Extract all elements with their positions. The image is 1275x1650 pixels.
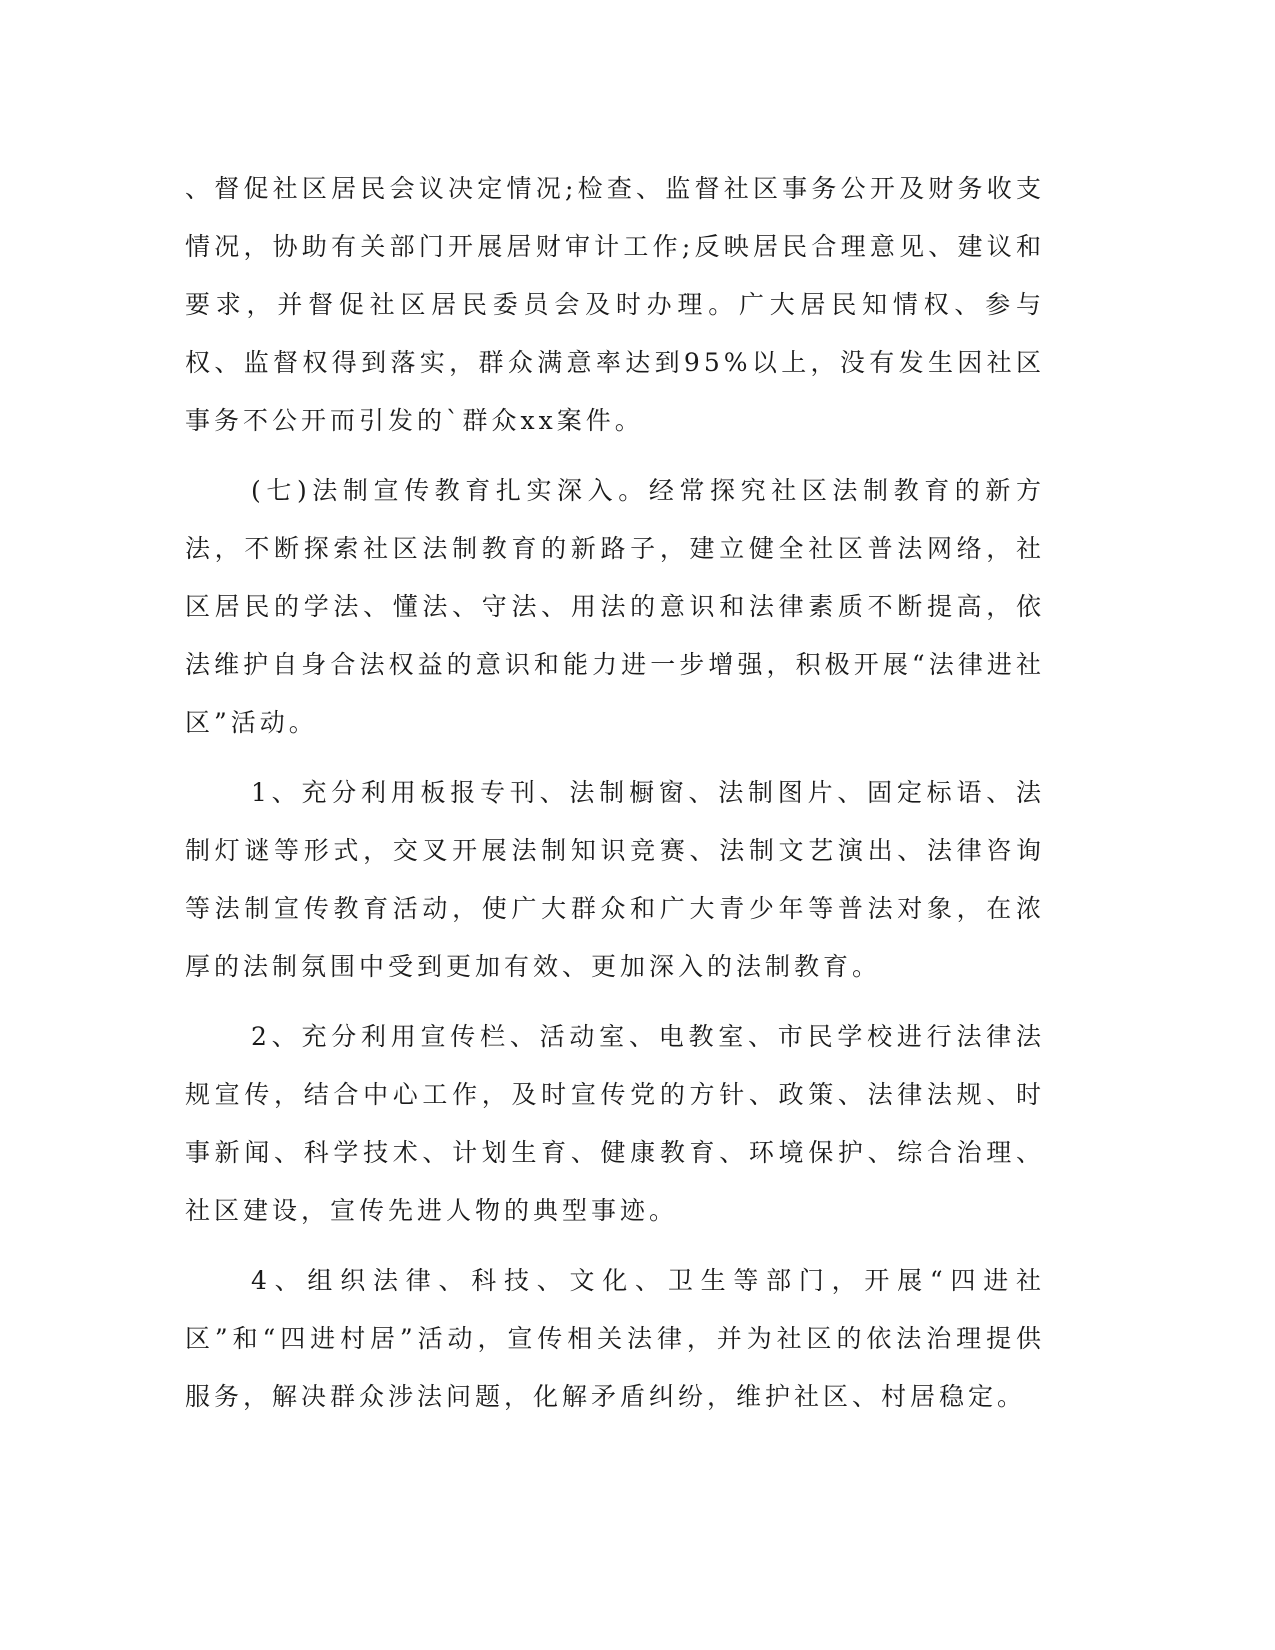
document-body [185,160,1045,1426]
paragraph-item-1: 1、充分利用板报专刊、法制橱窗、法制图片、固定标语、法制灯谜等形式，交叉开展法制知识竞赛、法制文艺演出、法律咨询等法制宣传教育活动，使广大群众和广大青少年等普法对象，在浓厚的法制氛围中受到更加有效、更加深入的法制教育。 [185,778,1045,981]
paragraph-continuation: 、督促社区居民会议决定情况;检查、监督社区事务公开及财务收支情况，协助有关部门开展居财审计工作;反映居民合理意见、建议和要求，并督促社区居民委员会及时办理。广大居民知情权、参与权、监督权得到落实，群众满意率达到95%以上，没有发生因社区事务不公开而引发的`群众xx案件。 [185,174,1045,435]
paragraph-item-2: 2、充分利用宣传栏、活动室、电教室、市民学校进行法律法规宣传，结合中心工作，及时宣传党的方针、政策、法律法规、时事新闻、科学技术、计划生育、健康教育、环境保护、综合治理、社区建设，宣传先进人物的典型事迹。 [185,1022,1045,1225]
paragraph-section-7: (七)法制宣传教育扎实深入。经常探究社区法制教育的新方法，不断探索社区法制教育的新路子，建立健全社区普法网络，社区居民的学法、懂法、守法、用法的意识和法律素质不断提高，依法维护自身合法权益的意识和能力进一步增强，积极开展“法律进社区”活动。 [185,476,1045,737]
paragraph-item-4: 4、组织法律、科技、文化、卫生等部门，开展“四进社区”和“四进村居”活动，宣传相关法律，并为社区的依法治理提供服务，解决群众涉法问题，化解矛盾纠纷，维护社区、村居稳定。 [185,1266,1045,1411]
